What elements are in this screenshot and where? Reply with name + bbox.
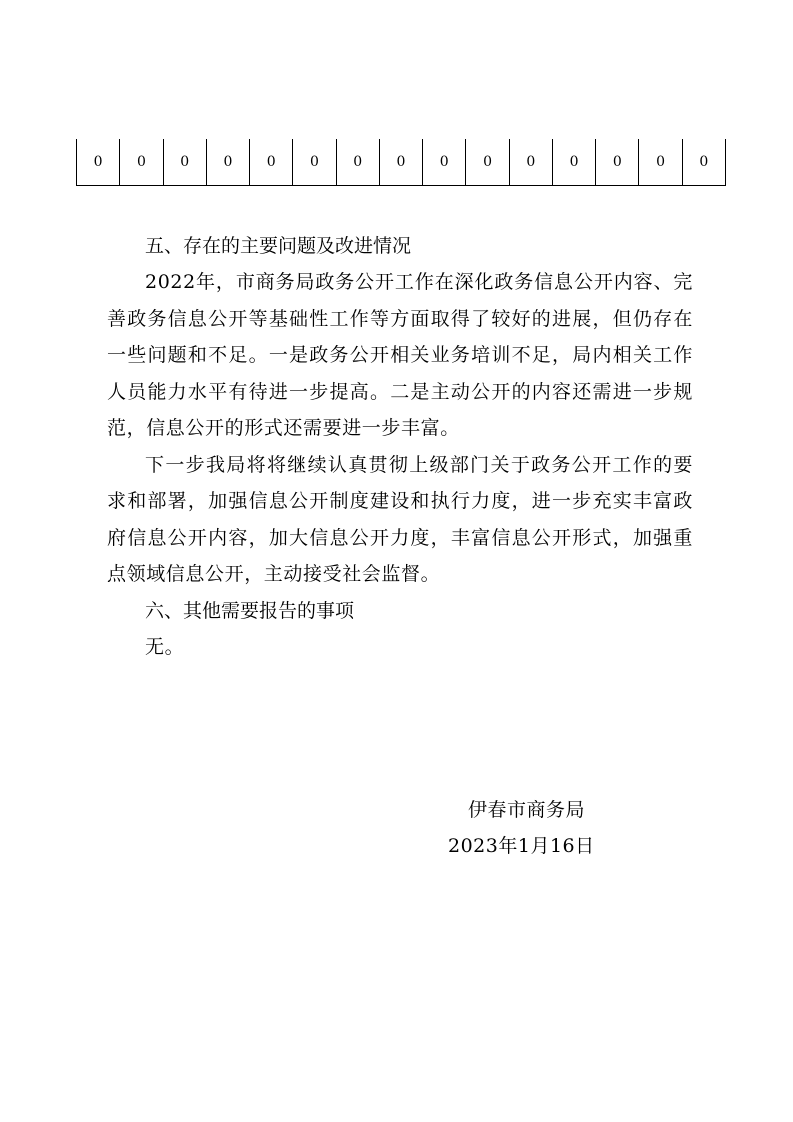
- table-cell: 0: [596, 139, 639, 186]
- table-cell: 0: [77, 139, 120, 186]
- signature-block: [440, 792, 680, 864]
- section-heading-other: 六、其他需要报告的事项: [145, 599, 355, 622]
- table-cell: 0: [682, 139, 725, 186]
- signature-org: 伊春市商务局: [468, 799, 586, 821]
- table-cell: 0: [163, 139, 206, 186]
- section-heading-problems: 五、存在的主要问题及改进情况: [145, 235, 412, 257]
- signature-date: 2023年1月16日: [448, 835, 595, 857]
- paragraph-other: 无。: [145, 635, 185, 658]
- table-cell: 0: [120, 139, 163, 186]
- table-row: [77, 139, 726, 186]
- table-cell: 0: [509, 139, 552, 186]
- table-cell: 0: [423, 139, 466, 186]
- table-cell: 0: [639, 139, 682, 186]
- table-cell: 0: [379, 139, 422, 186]
- table-cell: 0: [466, 139, 509, 186]
- paragraph-next-steps: 下一步我局将将继续认真贯彻上级部门关于政务公开工作的要求和部署，加强信息公开制度建设和执行力度，进一步充实丰富政府信息公开内容，加大信息公开力度，丰富信息公开形式，加强重点领域信息公开，主动接受社会监督。: [107, 453, 693, 585]
- paragraph-problems: 2022年，市商务局政务公开工作在深化政务信息公开内容、完善政务信息公开等基础性工作等方面取得了较好的进展，但仍存在一些问题和不足。一是政务公开相关业务培训不足，局内相关工作人员能力水平有待进一步提高。二是主动公开的内容还需进一步规范，信息公开的形式还需要进一步丰富。: [107, 271, 693, 439]
- table-cell: 0: [250, 139, 293, 186]
- data-table: [76, 139, 726, 186]
- table-cell: 0: [552, 139, 595, 186]
- report-body: [107, 228, 693, 665]
- table-cell: 0: [336, 139, 379, 186]
- table-cell: 0: [293, 139, 336, 186]
- table-cell: 0: [206, 139, 249, 186]
- table-last-row: [76, 139, 726, 186]
